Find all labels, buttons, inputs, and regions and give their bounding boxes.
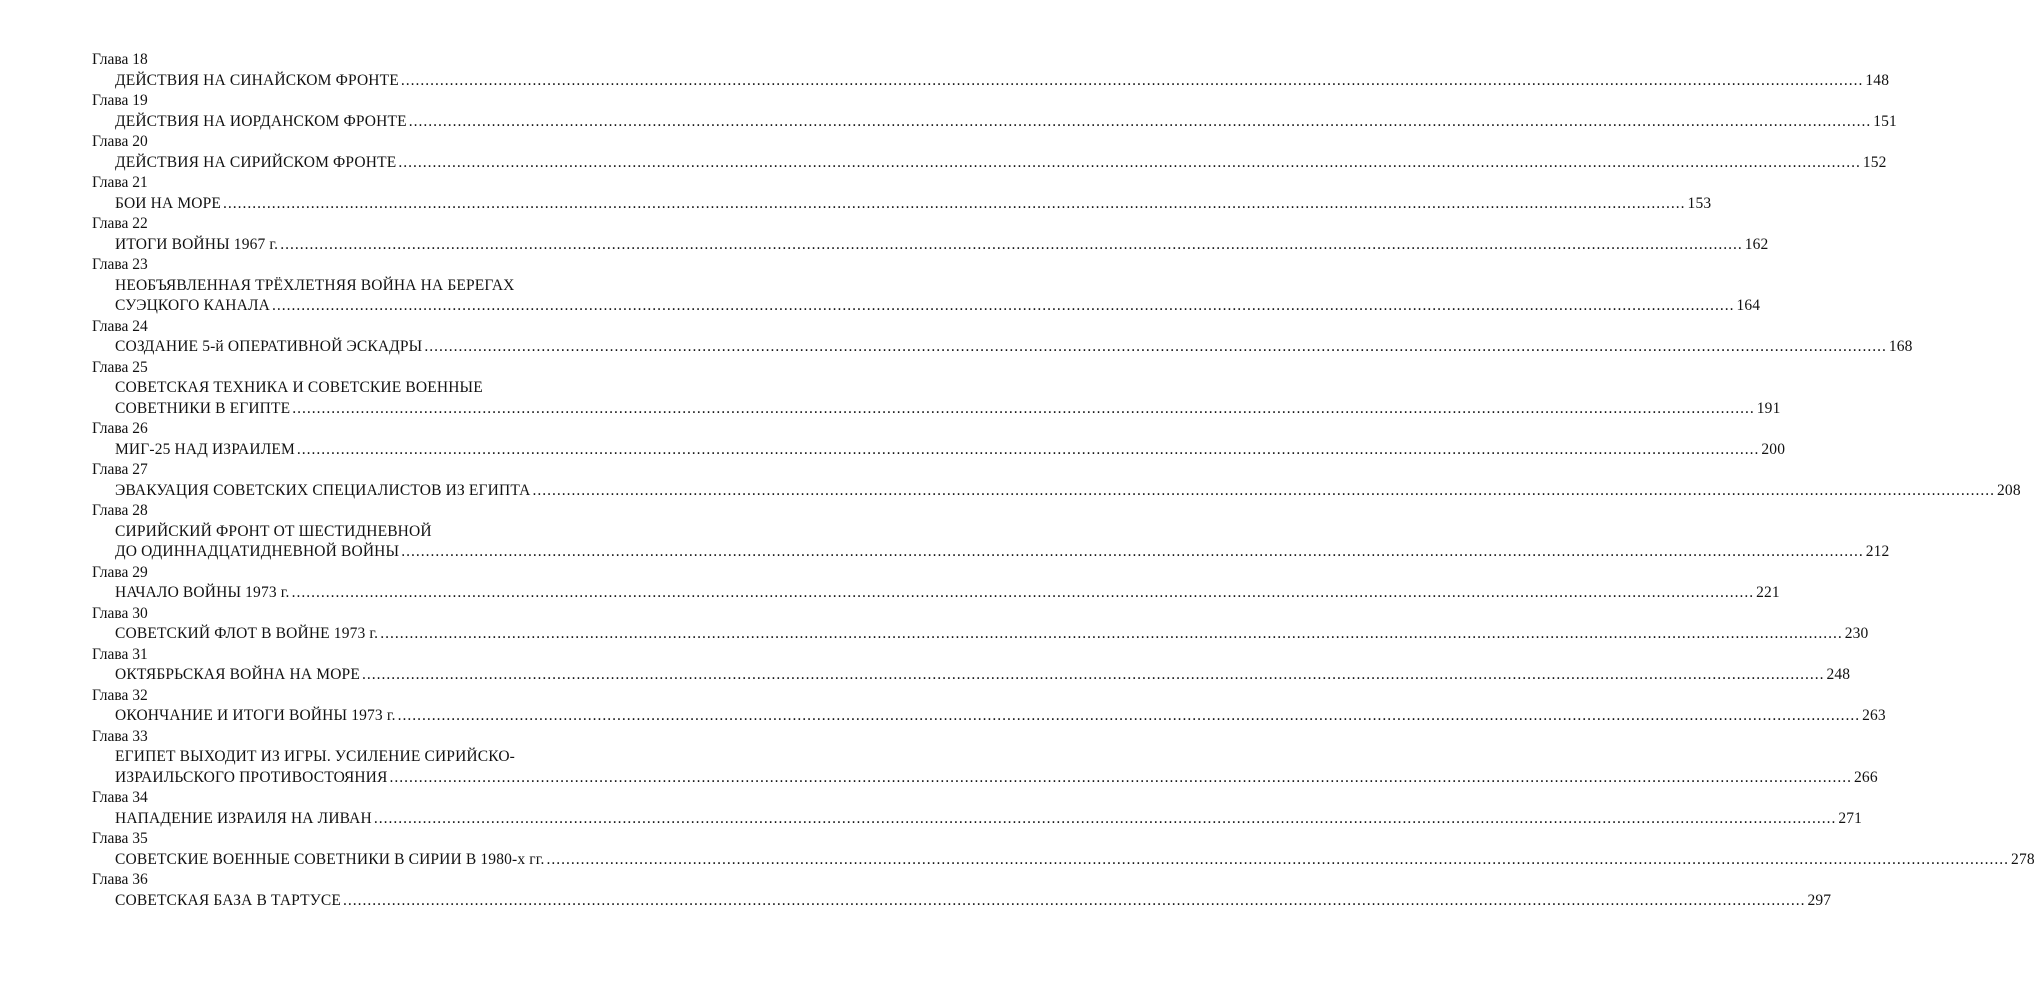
toc-entry[interactable] [92,214,1769,255]
chapter-title [115,747,1878,788]
chapter-title [115,440,1786,461]
chapter-title [115,276,1761,317]
toc-entry[interactable] [92,788,1863,829]
chapter-label: Глава 21 [92,174,148,191]
chapter-title-line [115,112,1897,133]
dot-leader: ............................................................................................................................................................................................................................................................................................................ [400,71,1864,89]
chapter-label: Глава 36 [92,871,148,888]
chapter-title-text: ДЕЙСТВИЯ НА СИРИЙСКОМ ФРОНТЕ [115,153,397,171]
chapter-label: Глава 29 [92,563,148,581]
toc-entry[interactable] [92,91,1897,132]
page-number: 230 [1844,625,1869,642]
dot-leader: ............................................................................................................................................................................................................................................................................................................ [408,112,1872,130]
chapter-title [115,337,1913,358]
chapter-title-line [115,440,1786,461]
chapter-label: Глава 18 [92,51,148,68]
chapter-title [115,378,1781,419]
chapter-title [115,891,1832,912]
chapter-title-line [115,71,1890,92]
chapter-title-text: ДЕЙСТВИЯ НА ИОРДАНСКОМ ФРОНТЕ [115,112,407,130]
page-number: 152 [1862,153,1887,171]
toc-entry[interactable] [92,686,1886,727]
chapter-title [115,665,1851,686]
page-number: 271 [1838,809,1863,827]
page-number: 148 [1865,71,1890,89]
chapter-title-text: СУЭЦКОГО КАНАЛА [115,297,270,314]
chapter-title-text: ДО ОДИННАДЦАТИДНЕВНОЙ ВОЙНЫ [115,543,400,560]
toc-entry[interactable] [92,501,1890,563]
page-number: 266 [1854,768,1878,786]
chapter-title-line [115,850,2035,871]
chapter-label: Глава 25 [92,358,148,376]
dot-leader: ............................................................................................................................................................................................................................................................................................................ [424,338,1887,355]
chapter-label: Глава 19 [92,92,148,109]
chapter-title-line: ЕГИПЕТ ВЫХОДИТ ИЗ ИГРЫ. УСИЛЕНИЕ СИРИЙСКО- [115,748,515,765]
page-number: 263 [1862,707,1886,724]
page-number: 151 [1873,112,1897,130]
page-number: 168 [1888,338,1913,355]
toc-entry[interactable] [92,317,1913,358]
chapter-title-line: СОВЕТСКАЯ ТЕХНИКА И СОВЕТСКИЕ ВОЕННЫЕ [115,379,483,396]
chapter-title-text: СОЗДАНИЕ 5-й ОПЕРАТИВНОЙ ЭСКАДРЫ [115,338,423,355]
dot-leader: ............................................................................................................................................................................................................................................................................................................ [389,768,1853,786]
chapter-label: Глава 26 [92,420,148,437]
chapter-title-line [115,583,1780,604]
chapter-title-text: СОВЕТСКИЕ ВОЕННЫЕ СОВЕТНИКИ В СИРИИ В 1980-х гг. [115,850,545,868]
dot-leader: ............................................................................................................................................................................................................................................................................................................ [223,194,1686,212]
dot-leader: ............................................................................................................................................................................................................................................................................................................ [401,543,1864,560]
chapter-title-line [115,665,1851,686]
chapter-title [115,706,1886,727]
chapter-title-text: ЭВАКУАЦИЯ СОВЕТСКИХ СПЕЦИАЛИСТОВ ИЗ ЕГИПТА [115,481,531,499]
dot-leader: ............................................................................................................................................................................................................................................................................................................ [292,399,1755,417]
chapter-title-line [115,809,1863,830]
page-number: 278 [2011,850,2035,868]
toc-entry[interactable] [92,604,1869,645]
page-number: 191 [1756,399,1781,417]
chapter-title-text: ОКТЯБРЬСКАЯ ВОЙНА НА МОРЕ [115,666,360,683]
chapter-title-line [115,194,1712,215]
toc-entry[interactable] [92,358,1781,420]
chapter-title [115,809,1863,830]
toc-entry[interactable] [92,460,2021,501]
chapter-title-line [115,624,1869,645]
chapter-label: Глава 30 [92,604,148,622]
chapter-title-text: НАЧАЛО ВОЙНЫ 1973 г. [115,584,290,601]
toc-entry[interactable] [92,173,1712,214]
page-number: 208 [1997,481,2021,499]
dot-leader: ............................................................................................................................................................................................................................................................................................................ [373,809,1837,827]
toc-entry[interactable] [92,645,1851,686]
dot-leader: ............................................................................................................................................................................................................................................................................................................ [532,481,1996,499]
chapter-title-line [115,235,1769,256]
dot-leader: ............................................................................................................................................................................................................................................................................................................ [296,440,1760,458]
chapter-title-text: НАПАДЕНИЕ ИЗРАИЛЯ НА ЛИВАН [115,809,372,827]
chapter-title-line [115,542,1890,563]
page-number: 212 [1865,543,1890,560]
dot-leader: ............................................................................................................................................................................................................................................................................................................ [398,153,1861,171]
table-of-contents [92,50,2035,911]
page-number: 297 [1807,891,1832,909]
toc-entry[interactable] [92,50,1890,91]
dot-leader: ............................................................................................................................................................................................................................................................................................................ [291,584,1755,601]
dot-leader: ............................................................................................................................................................................................................................................................................................................ [397,707,1861,724]
toc-entry[interactable] [92,563,1780,604]
chapter-title [115,583,1780,604]
chapter-title-line [115,399,1781,420]
chapter-title-line [115,337,1913,358]
chapter-title-line [115,706,1886,727]
chapter-title-line: СИРИЙСКИЙ ФРОНТ ОТ ШЕСТИДНЕВНОЙ [115,522,432,540]
chapter-title [115,194,1712,215]
page-number: 162 [1744,235,1769,253]
page-number: 248 [1826,666,1851,683]
chapter-label: Глава 31 [92,645,148,663]
page-number: 153 [1687,194,1712,212]
page-number: 221 [1756,584,1780,601]
chapter-title [115,481,2021,502]
chapter-title [115,522,1890,563]
chapter-label: Глава 22 [92,215,148,232]
chapter-label: Глава 23 [92,256,148,273]
chapter-title-text: ИТОГИ ВОЙНЫ 1967 г. [115,235,279,253]
toc-entry[interactable] [92,132,1887,173]
page-number: 164 [1736,297,1761,314]
chapter-title-line [115,153,1887,174]
toc-entry[interactable] [92,870,1832,911]
chapter-title [115,235,1769,256]
chapter-title [115,153,1887,174]
dot-leader: ............................................................................................................................................................................................................................................................................................................ [546,850,2010,868]
chapter-title-line [115,481,2021,502]
chapter-label: Глава 34 [92,789,148,806]
page-number: 200 [1761,440,1786,458]
chapter-label: Глава 28 [92,502,148,519]
chapter-label: Глава 20 [92,133,148,150]
dot-leader: ............................................................................................................................................................................................................................................................................................................ [380,625,1843,642]
chapter-label: Глава 35 [92,830,148,847]
chapter-title-line [115,296,1761,317]
chapter-title-text: ИЗРАИЛЬСКОГО ПРОТИВОСТОЯНИЯ [115,768,388,786]
dot-leader: ............................................................................................................................................................................................................................................................................................................ [343,891,1806,909]
chapter-label: Глава 33 [92,727,148,745]
chapter-label: Глава 24 [92,317,148,335]
toc-entry[interactable] [92,727,1878,789]
chapter-title [115,71,1890,92]
chapter-title-text: МИГ-25 НАД ИЗРАИЛЕМ [115,440,295,458]
toc-entry[interactable] [92,829,2035,870]
toc-entry[interactable] [92,419,1786,460]
chapter-title-line [115,891,1832,912]
chapter-title-text: СОВЕТСКАЯ БАЗА В ТАРТУСЕ [115,891,341,909]
chapter-title-line: НЕОБЪЯВЛЕННАЯ ТРЁХЛЕТНЯЯ ВОЙНА НА БЕРЕГАХ [115,276,515,294]
chapter-label: Глава 27 [92,461,148,478]
dot-leader: ............................................................................................................................................................................................................................................................................................................ [280,235,1743,253]
chapter-title [115,624,1869,645]
dot-leader: ............................................................................................................................................................................................................................................................................................................ [272,297,1735,314]
chapter-title-line [115,768,1878,789]
chapter-title [115,850,2035,871]
chapter-title-text: БОИ НА МОРЕ [115,194,222,212]
dot-leader: ............................................................................................................................................................................................................................................................................................................ [361,666,1825,683]
chapter-label: Глава 32 [92,686,148,704]
toc-entry[interactable] [92,255,1761,317]
chapter-title-text: ОКОНЧАНИЕ И ИТОГИ ВОЙНЫ 1973 г. [115,707,396,724]
chapter-title-text: СОВЕТНИКИ В ЕГИПТЕ [115,399,291,417]
chapter-title-text: СОВЕТСКИЙ ФЛОТ В ВОЙНЕ 1973 г. [115,625,379,642]
chapter-title-text: ДЕЙСТВИЯ НА СИНАЙСКОМ ФРОНТЕ [115,71,399,89]
chapter-title [115,112,1897,133]
